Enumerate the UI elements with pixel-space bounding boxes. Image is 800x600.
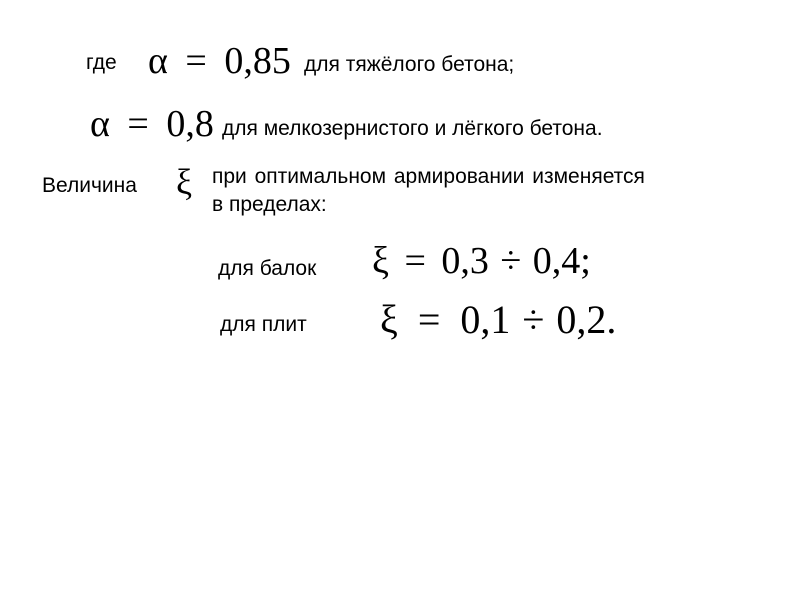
beams-label: для балок: [218, 257, 317, 280]
where-label: где: [86, 51, 117, 74]
xi-range-beams: [372, 242, 591, 280]
paragraph-line-1: при оптимальном армировании изменяется: [212, 165, 645, 188]
alpha-symbol: α: [148, 40, 168, 82]
equals-sign: =: [127, 103, 149, 145]
equals-sign: =: [185, 40, 207, 82]
xi-symbol: ξ: [372, 240, 389, 282]
optimal-reinforcement-text: [212, 163, 768, 219]
xi-symbol: ξ: [380, 297, 398, 342]
alpha-equation-heavy: [148, 42, 291, 80]
range-to: 0,4;: [532, 240, 591, 282]
xi-symbol: ξ: [176, 162, 193, 202]
alpha-value: 0,85: [224, 40, 291, 82]
alpha-symbol: α: [90, 103, 110, 145]
equals-sign: =: [417, 297, 441, 342]
alpha-value: 0,8: [166, 103, 214, 145]
equals-sign: =: [404, 240, 426, 282]
range-to: 0,2.: [556, 297, 617, 342]
division-sign: ÷: [500, 240, 522, 282]
division-sign: ÷: [522, 297, 545, 342]
paragraph-line-2: в пределах:: [212, 193, 327, 216]
slabs-label: для плит: [220, 313, 307, 336]
range-from: 0,3: [441, 240, 489, 282]
alpha-equation-fine: [90, 105, 214, 143]
xi-range-slabs: [380, 297, 617, 342]
fine-concrete-text: для мелкозернистого и лёгкого бетона.: [222, 117, 603, 140]
magnitude-label: Величина: [42, 174, 137, 197]
range-from: 0,1: [460, 297, 511, 342]
heavy-concrete-text: для тяжёлого бетона;: [304, 53, 515, 76]
